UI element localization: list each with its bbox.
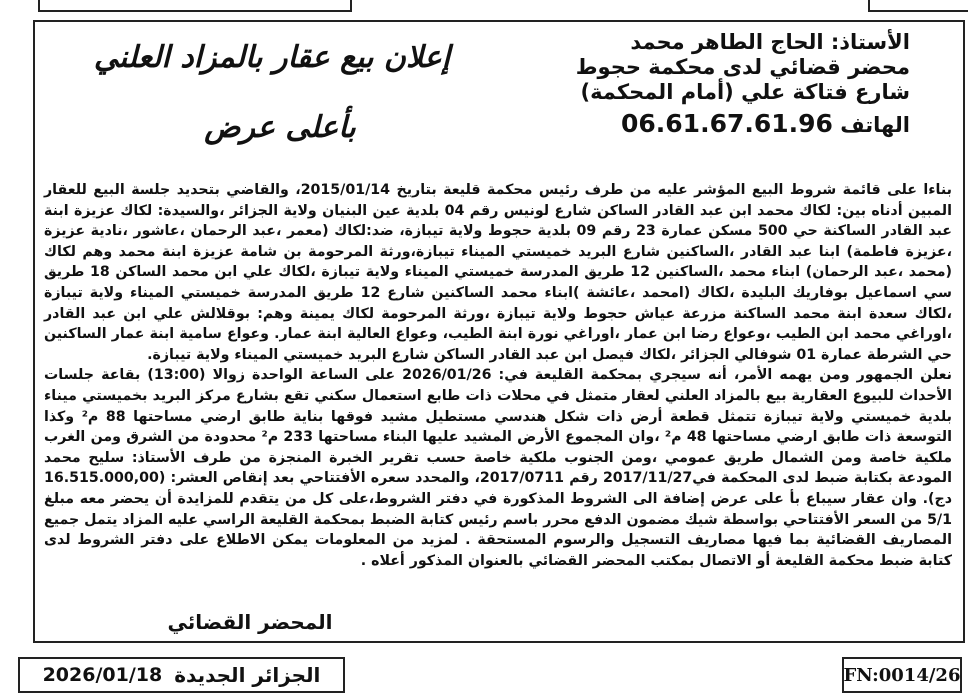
phone-number: 06.61.67.61.96 xyxy=(621,109,833,138)
top-edge-box-left xyxy=(38,0,352,12)
newspaper-box xyxy=(18,657,345,693)
announcement-body xyxy=(44,180,952,571)
announcement-subtitle: بأعلى عرض xyxy=(204,110,356,145)
bailiff-title: محضر قضائي لدى محكمة حجوط xyxy=(575,55,910,79)
body-paragraph-parties: بناءا على قائمة شروط البيع المؤشر عليه من طرف رئيس محكمة قليعة بتاريخ 2015/01/14، والقاضي بتحديد جلسة البيع للعقار المبين أدناه بين: لكاك محمد ابن عبد القادر الساكن شارع لونيس رقم 04 بلدية عين البنيان ولاية الجزائر ،والسيدة: لكاك عزيزة ابنة عبد القادر الساكنة حي 500 مسكن عمارة 23 رقم 09 بلدية حجوط ولاية تيبازة، ضد:لكاك (معمر ،عبد الرحمان ،عاشور ،نادية عزيزة ،عزيزة فاطمة) ابنا عبد القادر ،الساكنين شارع البريد خميستي الميناء تيبازة،ورثة المرحومة بن شامة عزيزة ابنة محمد وهم لكاك (محمد ،عبد الرحمان) ابناء محمد ،الساكنين 12 طريق المدرسة خميستي الميناء ولاية تيبازة ،لكاك علي ابن محمد الساكن 18 طريق سي اسماعيل بوفاريك البليدة ،لكاك (امحمد ،عائشة )ابناء محمد الساكنين شارع 12 طريق المدرسة خميستي الميناء ولاية تيبازة ،لكاك سعدة ابنة محمد الساكنة مزرعة عياش حجوط ولاية تيبازة ،ورثة المرحومة لكاك يمينة وهم: بوقلالش علي ابن عبد القادر ،اوراغي محمد ابن الطيب ،وعواع رضا ابن عمار ،اوراغي نورة ابنة الطيب، وعواع العالية ابنة عمار. وعواع سامية ابنة عمار الساكنين حي الشرطة عمارة 01 شوفالي الجزائر ،لكاك فيصل ابن عبد القادر الساكن شارع البريد خميستي الميناء ولاية تيبازة. xyxy=(44,182,953,363)
top-edge-box-right xyxy=(868,0,968,12)
newspaper-name: الجزائر الجديدة xyxy=(174,663,321,687)
phone-label: الهاتف xyxy=(840,113,910,137)
phone-line xyxy=(530,111,910,138)
bailiff-header xyxy=(530,30,910,138)
reference-number: FN:0014/26 xyxy=(842,657,962,693)
bailiff-address: شارع فتاكة علي (أمام المحكمة) xyxy=(580,80,910,104)
announcement-title: إعلان بيع عقار بالمزاد العلني xyxy=(93,40,451,75)
publication-date: 2026/01/18 xyxy=(42,664,163,686)
bailiff-name: الأستاذ: الحاج الطاهر محمد xyxy=(630,30,910,54)
signature-label: المحضر القضائي xyxy=(167,610,333,634)
body-paragraph-sale: نعلن الجمهور ومن يهمه الأمر، أنه سيجري بمحكمة القليعة في: 2026/01/26 على الساعة الواحدة زوالا (13:00) بقاعة جلسات الأحداث للبيوع العقارية بيع بالمزاد العلني لعقار متمثل في محلات ذات طابع استعمال سكني تقع بشارع مركز البريد بخميستي ميناء بلدية خميستي ولاية تيبازة تتمثل قطعة أرض ذات شكل هندسي مستطيل مشيد فوقها بناية طابق ارضي مساحتها 88 م² وكذا التوسعة ذات طابق ارضي مساحتها 48 م² ،وان المجموع الأرض المشيد عليها البناء مساحتها 233 م² محدودة من الشرق ومن الغرب ملكية خاصة ومن الشمال طريق عمومي ،ومن الجنوب ملكية خاصة حسب تقرير الخبرة المنجزة من طرف الأستاذ: سليح محمد المودعة بكتابة ضبط لدى المحكمة في2017/11/27 رقم 2017/0711، والمحدد سعره الأفتتاحي بعد إنقاص العشر: (16.515.000,00 دج). وان عقار سيباع بأ على عرض إضافة الى الشروط المذكورة في دفتر الشروط،على كل من يتقدم للمزايدة أن يحضر معه مبلغ 5/1 من السعر الأفتتاحي بواسطة شيك مضمون الدفع محرر باسم رئيس كتابة الضبط بمحكمة القليعة الراسي عليه المزاد يتمل جميع المصاريف القضائية بما فيها مصاريف التسجيل والرسوم المستحقة . لمزيد من المعلومات يمكن الاطلاع على دفتر الشروط لدى كتابة ضبط محكمة القليعة أو الاتصال بمكتب المحضر القضائي بالعنوان المذكور أعلاه . xyxy=(44,367,953,569)
